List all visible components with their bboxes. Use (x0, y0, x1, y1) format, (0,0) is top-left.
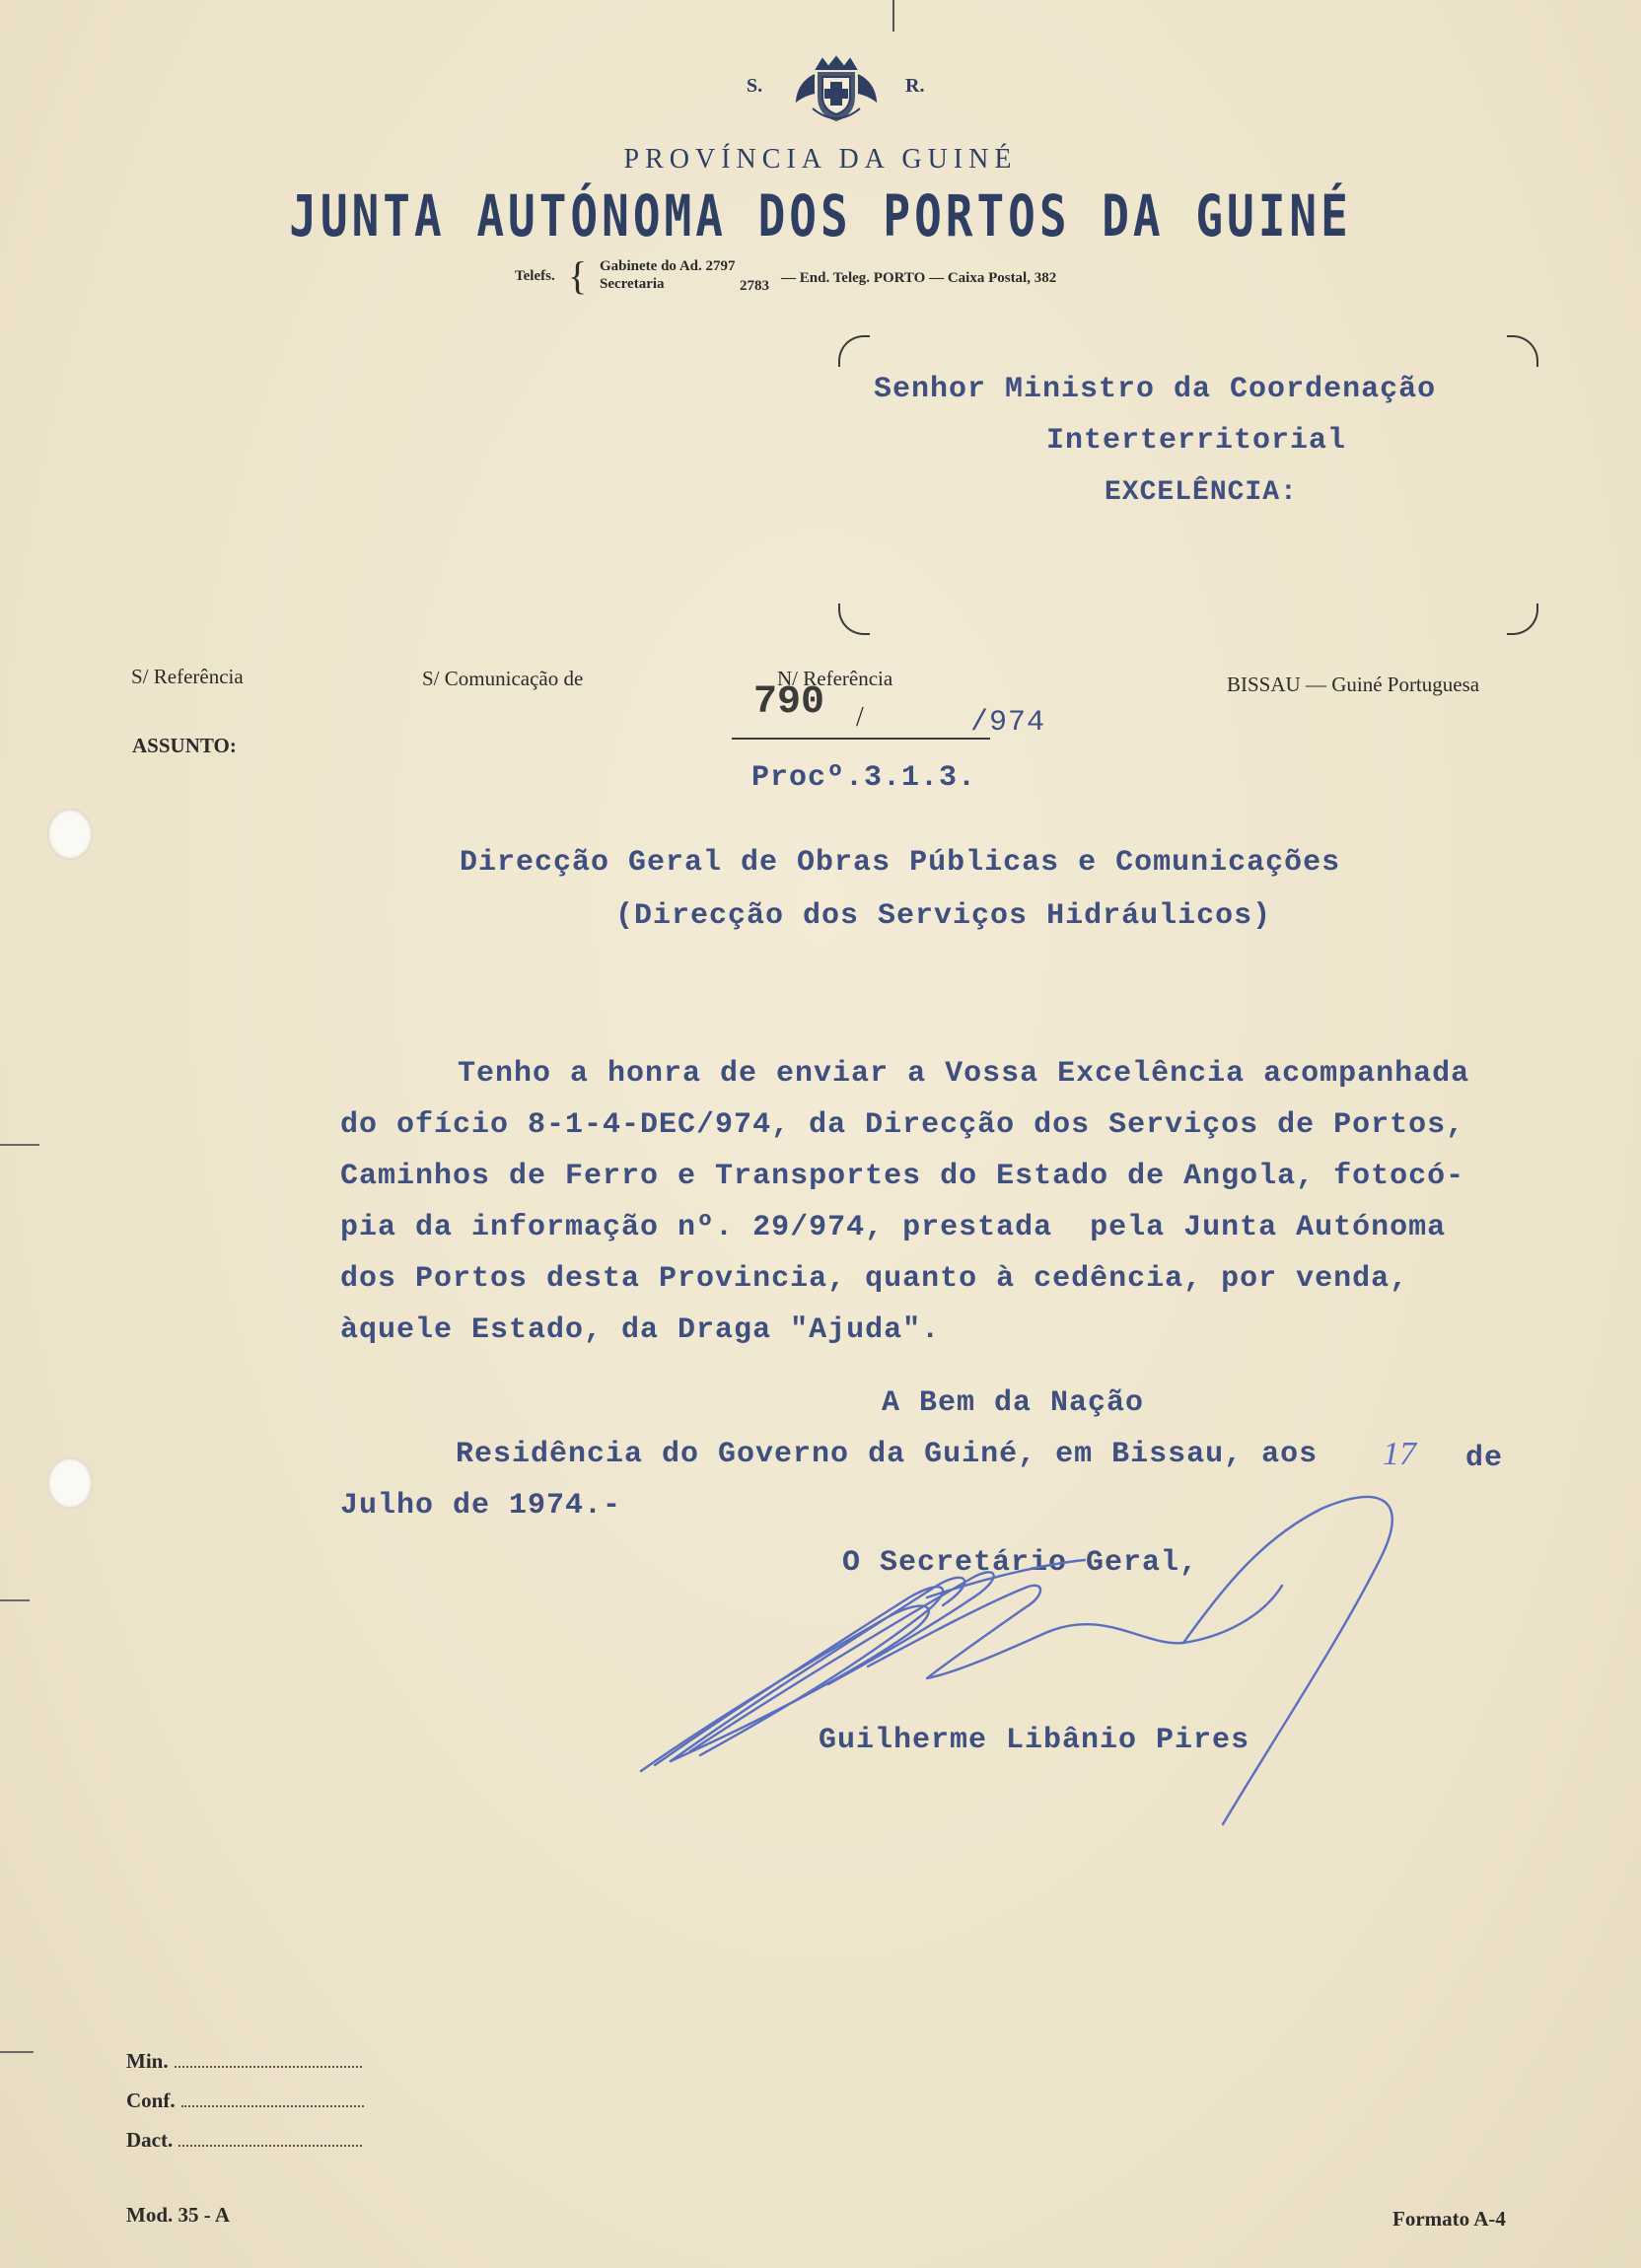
contact-details: — End. Teleg. PORTO — Caixa Postal, 382 (781, 270, 1057, 286)
footer-dact (126, 2128, 362, 2153)
location-label: BISSAU — Guiné Portuguesa (1227, 673, 1480, 696)
addressee-line-2: Interterritorial (1046, 424, 1347, 458)
body-line-2: do ofício 8-1-4-DEC/974, da Direcção dos Serviços de Portos, (340, 1108, 1465, 1142)
margin-mark (0, 1144, 39, 1146)
footer-dact-blank (178, 2145, 362, 2147)
organization-title: JUNTA AUTÓNOMA DOS PORTOS DA GUINÉ (289, 182, 1352, 249)
phone-brace: { (568, 253, 588, 298)
signatory-title: O Secretário Geral, (842, 1546, 1199, 1580)
address-bracket-top-right (1507, 335, 1538, 367)
addressee-line-3: EXCELÊNCIA: (1105, 477, 1298, 508)
your-reference-label: S/ Referência (131, 665, 244, 688)
reference-underline (732, 738, 990, 740)
subject-label: ASSUNTO: (132, 734, 237, 757)
form-model: Mod. 35 - A (126, 2203, 230, 2227)
signatory-name: Guilherme Libânio Pires (819, 1724, 1250, 1757)
margin-mark (0, 2051, 34, 2053)
phone-line-1: Gabinete do Ad. 2797 (600, 258, 736, 274)
process-number: Procº.3.1.3. (751, 761, 977, 795)
our-reference-label: N/ Referência (777, 667, 893, 690)
date-line: Julho de 1974.- (340, 1489, 622, 1523)
footer-conf-label: Conf. (126, 2089, 176, 2112)
body-line-6: àquele Estado, da Draga "Ajuda". (340, 1313, 941, 1347)
handwritten-signature (631, 1469, 1420, 1844)
closing-salutation: A Bem da Nação (882, 1386, 1145, 1420)
handwritten-day: 17 (1383, 1436, 1416, 1472)
margin-mark (0, 1599, 30, 1601)
footer-dact-label: Dact. (126, 2128, 174, 2152)
phone-line-2-label: Secretaria (600, 276, 665, 292)
residence-line: Residência do Governo da Guiné, em Bissau, aos (456, 1438, 1319, 1471)
reference-slash: / (856, 702, 864, 733)
body-line-3: Caminhos de Ferro e Transportes do Estado de Angola, fotocó- (340, 1160, 1465, 1193)
footer-conf-blank (181, 2105, 364, 2107)
body-line-1: Tenho a honra de enviar a Vossa Excelência acompanhada (458, 1057, 1470, 1091)
phone-label: Telefs. (515, 268, 555, 284)
body-line-5: dos Portos desta Provincia, quanto à cedência, por venda, (340, 1262, 1409, 1296)
body-line-4: pia da informação nº. 29/974, prestada pela Junta Autónoma (340, 1211, 1447, 1244)
department-line-2: (Direcção dos Serviços Hidráulicos) (615, 899, 1272, 933)
footer-min (126, 2049, 362, 2074)
phone-line-2-number: 2783 (740, 278, 769, 294)
punch-hole-upper (47, 809, 93, 860)
province-heading: PROVÍNCIA DA GUINÉ (623, 144, 1018, 175)
your-communication-label: S/ Comunicação de (422, 667, 584, 690)
reference-number: 790 (753, 680, 825, 725)
emblem-left-letter: S. (747, 75, 763, 97)
residence-de: de (1465, 1442, 1504, 1475)
footer-min-label: Min. (126, 2049, 169, 2073)
top-edge-mark (892, 0, 894, 32)
address-bracket-top-left (838, 335, 870, 367)
coat-of-arms-icon (789, 53, 884, 128)
footer-conf (126, 2089, 364, 2113)
punch-hole-lower (47, 1457, 93, 1509)
reference-year: /974 (970, 706, 1046, 740)
address-bracket-bottom-left (838, 603, 870, 635)
address-bracket-bottom-right (1507, 603, 1538, 635)
footer-min-blank (175, 2066, 362, 2068)
emblem-right-letter: R. (905, 75, 925, 97)
addressee-line-1: Senhor Ministro da Coordenação (874, 373, 1437, 406)
department-line-1: Direcção Geral de Obras Públicas e Comunicações (460, 846, 1341, 880)
paper-format: Formato A-4 (1392, 2207, 1506, 2231)
